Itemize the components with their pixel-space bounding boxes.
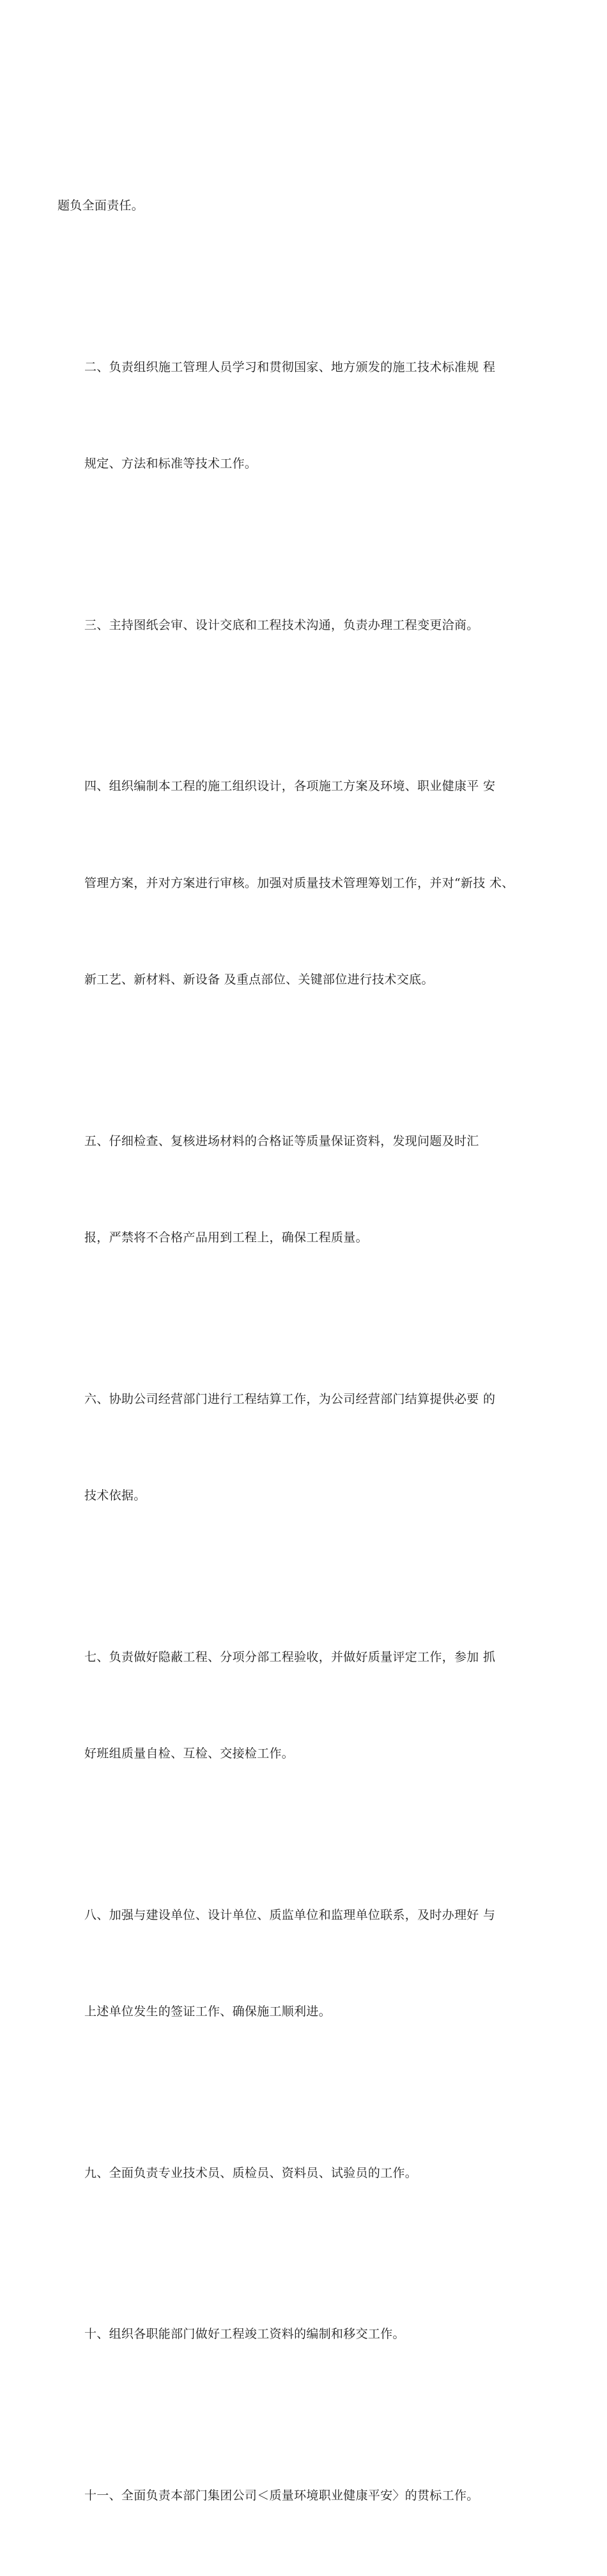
text-line: 管理方案，并对方案进行审核。加强对质量技术管理筹划工作，并对“新技 术、 bbox=[58, 867, 549, 900]
paragraph-item-5 bbox=[58, 1061, 549, 1319]
paragraph-item-11 bbox=[58, 2415, 549, 2576]
text-line: 二、负责组织施工管理人员学习和贯彻国家、地方颁发的施工技术标准规 程 bbox=[58, 351, 549, 384]
document-body bbox=[58, 125, 549, 2576]
text-line: 上述单位发生的签证工作、确保施工顺利进。 bbox=[58, 1996, 549, 2028]
document-page bbox=[0, 0, 607, 858]
text-line: 三、主持图纸会审、设计交底和工程技术沟通，负责办理工程变更洽商。 bbox=[58, 609, 549, 642]
paragraph-item-3 bbox=[58, 545, 549, 706]
paragraph-item-2 bbox=[58, 287, 549, 545]
text-line: 新工艺、新材料、新设备 及重点部位、关键部位进行技术交底。 bbox=[58, 964, 549, 996]
paragraph-item-4 bbox=[58, 706, 549, 1061]
text-line: 十一、全面负责本部门集团公司＜质量环境职业健康平安〉的贯标工作。 bbox=[58, 2480, 549, 2512]
text-line: 十、组织各职能部门做好工程竣工资料的编制和移交工作。 bbox=[58, 2318, 549, 2351]
text-line: 八、加强与建设单位、设计单位、质监单位和监理单位联系，及时办理好 与 bbox=[58, 1899, 549, 1932]
paragraph-item-8 bbox=[58, 1835, 549, 2093]
paragraph-item-10 bbox=[58, 2254, 549, 2415]
paragraph-item-7 bbox=[58, 1577, 549, 1835]
text-line: 五、仔细检查、复核进场材料的合格证等质量保证资料，发现问题及时汇 bbox=[58, 1125, 549, 1158]
text-line: 九、全面负责专业技术员、质检员、资料员、试验员的工作。 bbox=[58, 2157, 549, 2190]
text-line: 六、协助公司经营部门进行工程结算工作，为公司经营部门结算提供必要 的 bbox=[58, 1383, 549, 1416]
text-line: 七、负责做好隐蔽工程、分项分部工程验收，并做好质量评定工作，参加 抓 bbox=[58, 1641, 549, 1674]
paragraph-item-6 bbox=[58, 1319, 549, 1577]
text-line: 好班组质量自检、互检、交接检工作。 bbox=[58, 1738, 549, 1770]
paragraph-continuation bbox=[58, 125, 549, 287]
text-line: 报，严禁将不合格产品用到工程上，确保工程质量。 bbox=[58, 1222, 549, 1254]
text-line: 技术依据。 bbox=[58, 1480, 549, 1512]
text-line: 四、组织编制本工程的施工组织设计，各项施工方案及环境、职业健康平 安 bbox=[58, 770, 549, 803]
text-line: 规定、方法和标准等技术工作。 bbox=[58, 448, 549, 480]
text-line: 题负全面责任。 bbox=[58, 190, 549, 222]
paragraph-item-9 bbox=[58, 2093, 549, 2254]
